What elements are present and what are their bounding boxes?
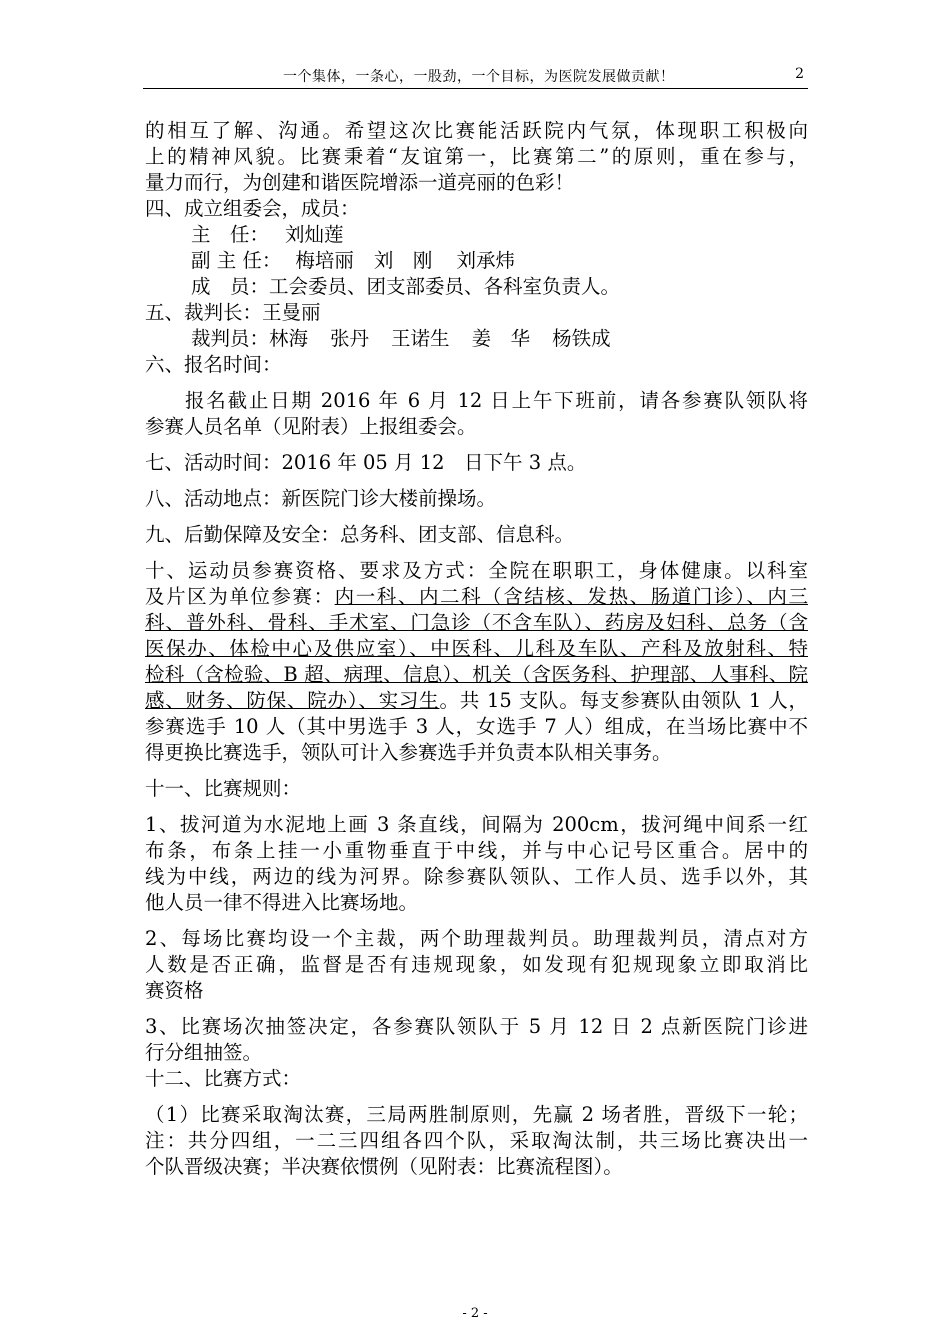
intro-line: 的相互了解、沟通。希望这次比赛能活跃院内气氛，体现职工积极向 xyxy=(145,119,808,142)
chief-referee: 王曼丽 xyxy=(262,301,321,324)
section-12-line: 注：共分四组，一二三四组各四个队，采取淘汰制，共三场比赛决出一 xyxy=(145,1129,808,1152)
director-label: 主 任： xyxy=(191,223,270,246)
section-12-line: 个队晋级决赛；半决赛依惯例（见附表：比赛流程图）。 xyxy=(145,1155,623,1178)
referee-name: 张丹 xyxy=(330,327,370,350)
team-list-underlined: 内一科、内二科（含结核、发热、肠道门诊）、内三 xyxy=(334,585,808,608)
section-10-line: 参赛选手 10 人（其中男选手 3 人，女选手 7 人）组成，在当场比赛中不 xyxy=(145,715,808,738)
rule-1-line: 线为中线，两边的线为河界。除参赛队领队、工作人员、选手以外，其 xyxy=(145,865,808,888)
referee-name: 杨铁成 xyxy=(552,327,611,350)
section-6-heading: 六、报名时间： xyxy=(145,353,282,376)
referees-row xyxy=(145,326,808,352)
director-name: 刘灿莲 xyxy=(285,223,344,246)
header-page-number: 2 xyxy=(795,66,804,82)
team-list-underlined: 医保办、体检中心及供应室）、中医科、儿科及车队、产科及放射科、特 xyxy=(145,637,808,660)
deputy-row xyxy=(145,248,808,274)
rule-1-line: 他人员一律不得进入比赛场地。 xyxy=(145,891,419,914)
section-10-line: 得更换比赛选手，领队可计入参赛选手并负责本队相关事务。 xyxy=(145,741,672,764)
members-row xyxy=(145,274,808,300)
section-10-plain: 。共 15 支队。每支参赛队由领队 1 人， xyxy=(439,689,808,712)
rule-2-line: 人数是否正确，监督是否有违规现象，如发现有犯规现象立即取消比 xyxy=(145,953,808,976)
team-list-underlined: 检科（含检验、B 超、病理、信息）、机关（含医务科、护理部、人事科、院 xyxy=(145,663,808,686)
section-6-line: 报名截止日期 2016 年 6 月 12 日上午下班前，请各参赛队领队将 xyxy=(185,389,808,412)
team-list-underlined: 感、财务、防保、院办）、实习生 xyxy=(145,689,440,712)
members-label: 成 员： xyxy=(191,275,270,298)
rule-1-line: 布条，布条上挂一小重物垂直于中线，并与中心记号区重合。居中的 xyxy=(145,839,808,862)
section-8: 八、活动地点：新医院门诊大楼前操场。 xyxy=(145,487,497,510)
deputy-name: 梅培丽 xyxy=(295,249,354,272)
referee-name: 姜 华 xyxy=(471,327,531,350)
section-12-line: （1）比赛采取淘汰赛，三局两胜制原则，先赢 2 场者胜，晋级下一轮； xyxy=(145,1103,808,1126)
rule-1-line: 1、拔河道为水泥地上画 3 条直线，间隔为 200cm，拔河绳中间系一红 xyxy=(145,813,808,836)
section-11-heading: 十一、比赛规则： xyxy=(145,777,302,800)
team-list-underlined: 科、普外科、骨科、手术室、门急诊（不含车队）、药房及妇科、总务（含 xyxy=(145,611,808,634)
section-10-line xyxy=(145,688,808,714)
referee-label: 裁判员： xyxy=(191,327,270,350)
document-body xyxy=(145,118,808,1180)
page-footer: - 2 - xyxy=(462,1306,488,1321)
section-10-line xyxy=(145,584,808,610)
director-row xyxy=(145,222,808,248)
rule-2-line: 2、每场比赛均设一个主裁，两个助理裁判员。助理裁判员，清点对方 xyxy=(145,927,808,950)
referee-name: 王诺生 xyxy=(391,327,450,350)
rule-3-line: 行分组抽签。 xyxy=(145,1041,263,1064)
section-10-line: 十、运动员参赛资格、要求及方式：全院在职职工，身体健康。以科室 xyxy=(145,559,808,582)
section-7: 七、活动时间：2016 年 05 月 12 日下午 3 点。 xyxy=(145,451,587,474)
intro-line: 量力而行，为创建和谐医院增添一道亮丽的色彩！ xyxy=(145,171,575,194)
section-5-heading-row xyxy=(145,300,808,326)
section-4-heading: 四、成立组委会，成员： xyxy=(145,197,360,220)
deputy-label: 副 主 任： xyxy=(191,249,282,272)
deputy-name: 刘承炜 xyxy=(456,249,515,272)
page-header xyxy=(143,66,808,89)
section-6-line: 参赛人员名单（见附表）上报组委会。 xyxy=(145,415,477,438)
section-5-heading: 五、裁判长： xyxy=(145,301,263,324)
rule-2-line: 赛资格 xyxy=(145,979,204,1002)
section-9: 九、后勤保障及安全：总务科、团支部、信息科。 xyxy=(145,523,575,546)
deputy-name: 刘 刚 xyxy=(373,249,433,272)
intro-line: 上的精神风貌。比赛秉着“友谊第一，比赛第二”的原则，重在参与， xyxy=(145,145,808,168)
header-slogan: 一个集体，一条心，一股劲，一个目标，为医院发展做贡献！ xyxy=(283,69,675,85)
members-text: 工会委员、团支部委员、各科室负责人。 xyxy=(269,275,621,298)
referee-name: 林海 xyxy=(269,327,309,350)
section-10-plain: 及片区为单位参赛： xyxy=(145,585,335,608)
rule-3-line: 3、比赛场次抽签决定，各参赛队领队于 5 月 12 日 2 点新医院门诊进 xyxy=(145,1015,808,1038)
section-12-heading: 十二、比赛方式： xyxy=(145,1067,302,1090)
